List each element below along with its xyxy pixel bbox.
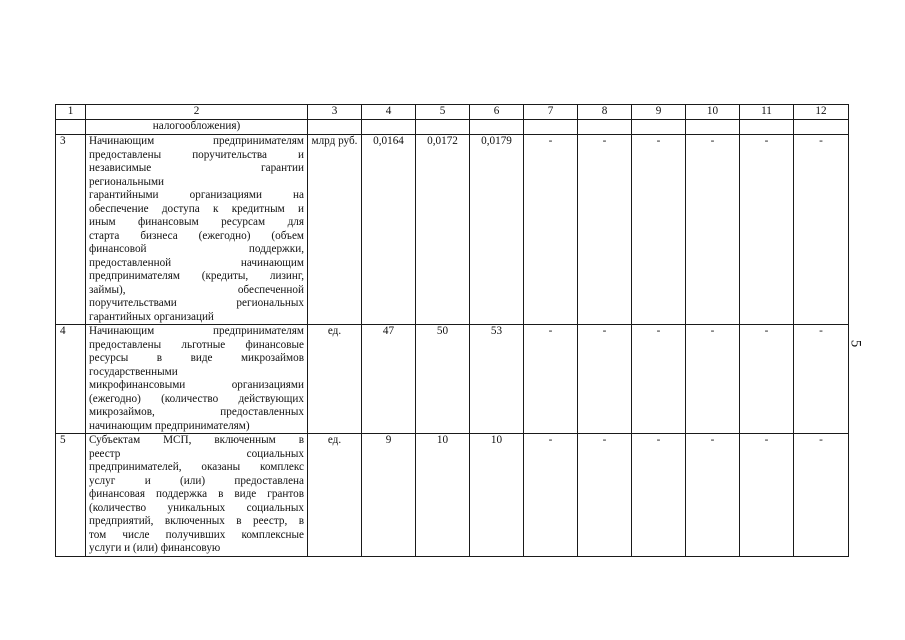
row-number: 4 bbox=[56, 325, 86, 434]
description-line: микрофинансовыми организациями bbox=[89, 379, 304, 391]
value-col-6: 0,0179 bbox=[470, 135, 524, 325]
description-line: предприятий, включенных в реестр, в bbox=[89, 515, 304, 527]
value-col-9: - bbox=[632, 135, 686, 325]
value-col-5: 0,0172 bbox=[416, 135, 470, 325]
row-unit: ед. bbox=[308, 325, 362, 434]
description-line: старта бизнеса (ежегодно) (объем bbox=[89, 229, 304, 242]
value-col-12: - bbox=[794, 325, 849, 434]
value-col-6: 53 bbox=[470, 325, 524, 434]
description-line: микрозаймов, предоставленных bbox=[89, 406, 304, 418]
description-line: предоставленной начинающим bbox=[89, 256, 304, 269]
description-line: гарантийными организациями на bbox=[89, 189, 304, 201]
description-line: поручительствами региональных bbox=[89, 297, 304, 309]
description-line: финансовой поддержки, bbox=[89, 243, 304, 255]
description-line: иным финансовым ресурсам для bbox=[89, 216, 304, 228]
value-col-4: 0,0164 bbox=[362, 135, 416, 325]
header-cell: 4 bbox=[362, 105, 416, 120]
description-line: предпринимателям (кредиты, лизинг, bbox=[89, 270, 304, 282]
row-description bbox=[86, 434, 308, 557]
description-line: начинающим предпринимателям) bbox=[89, 419, 250, 432]
value-col-6: 10 bbox=[470, 434, 524, 557]
value-col-5: 50 bbox=[416, 325, 470, 434]
header-cell: 9 bbox=[632, 105, 686, 120]
header-cell: 10 bbox=[686, 105, 740, 120]
description-line: Начинающим предпринимателям bbox=[89, 325, 304, 337]
table-cell bbox=[524, 120, 578, 135]
value-col-12: - bbox=[794, 434, 849, 557]
header-cell: 11 bbox=[740, 105, 794, 120]
header-cell: 6 bbox=[470, 105, 524, 120]
description-line: предоставлены льготные финансовые bbox=[89, 338, 304, 351]
value-col-9: - bbox=[632, 434, 686, 557]
header-cell: 2 bbox=[86, 105, 308, 120]
description-line: Субъектам МСП, включенным в bbox=[89, 434, 304, 446]
description-line: услуги и (или) финансовую bbox=[89, 542, 221, 554]
description-line: предоставлены поручительства и bbox=[89, 148, 304, 161]
page-number: 5 bbox=[847, 339, 864, 348]
table-cell bbox=[308, 120, 362, 135]
value-col-11: - bbox=[740, 325, 794, 434]
continuation-text: налогообложения) bbox=[86, 120, 308, 135]
row-unit: ед. bbox=[308, 434, 362, 557]
value-col-8: - bbox=[578, 434, 632, 557]
table-cell bbox=[362, 120, 416, 135]
table-header-row bbox=[56, 105, 849, 120]
value-col-10: - bbox=[686, 135, 740, 325]
description-line: ресурсы в виде микрозаймов bbox=[89, 352, 304, 364]
indicators-table bbox=[55, 104, 849, 557]
value-col-7: - bbox=[524, 135, 578, 325]
table-cell bbox=[686, 120, 740, 135]
description-line: (ежегодно) (количество действующих bbox=[89, 392, 304, 405]
header-cell: 8 bbox=[578, 105, 632, 120]
description-line: Начинающим предпринимателям bbox=[89, 135, 304, 147]
table-row bbox=[56, 325, 849, 434]
value-col-11: - bbox=[740, 135, 794, 325]
description-line: гарантийных организаций bbox=[89, 310, 214, 323]
table-row bbox=[56, 434, 849, 557]
header-cell: 5 bbox=[416, 105, 470, 120]
table-cell bbox=[740, 120, 794, 135]
value-col-7: - bbox=[524, 434, 578, 557]
description-line: том числе получивших комплексные bbox=[89, 528, 304, 541]
value-col-4: 9 bbox=[362, 434, 416, 557]
value-col-10: - bbox=[686, 325, 740, 434]
header-cell: 7 bbox=[524, 105, 578, 120]
description-line: обеспечение доступа к кредитным и bbox=[89, 202, 304, 215]
row-description bbox=[86, 135, 308, 325]
row-description bbox=[86, 325, 308, 434]
value-col-5: 10 bbox=[416, 434, 470, 557]
table-cell bbox=[794, 120, 849, 135]
description-line: региональными bbox=[89, 175, 165, 188]
table-cell bbox=[470, 120, 524, 135]
value-col-10: - bbox=[686, 434, 740, 557]
header-cell: 3 bbox=[308, 105, 362, 120]
table-cell bbox=[56, 120, 86, 135]
value-col-4: 47 bbox=[362, 325, 416, 434]
header-cell: 1 bbox=[56, 105, 86, 120]
value-col-8: - bbox=[578, 325, 632, 434]
header-cell: 12 bbox=[794, 105, 849, 120]
description-line: предпринимателей, оказаны комплекс bbox=[89, 461, 304, 473]
description-line: финансовая поддержка в виде грантов bbox=[89, 488, 304, 500]
value-col-11: - bbox=[740, 434, 794, 557]
value-col-9: - bbox=[632, 325, 686, 434]
description-line: государственными bbox=[89, 365, 178, 378]
description-line: займы), обеспеченной bbox=[89, 283, 304, 296]
value-col-12: - bbox=[794, 135, 849, 325]
table-cell bbox=[416, 120, 470, 135]
row-number: 5 bbox=[56, 434, 86, 557]
description-line: независимые гарантии bbox=[89, 162, 304, 174]
row-unit: млрд руб. bbox=[308, 135, 362, 325]
row-number: 3 bbox=[56, 135, 86, 325]
table-row bbox=[56, 135, 849, 325]
description-line: (количество уникальных социальных bbox=[89, 501, 304, 514]
table-cell bbox=[578, 120, 632, 135]
description-line: реестр социальных bbox=[89, 447, 304, 460]
table-cell bbox=[632, 120, 686, 135]
value-col-8: - bbox=[578, 135, 632, 325]
continuation-row bbox=[56, 120, 849, 135]
value-col-7: - bbox=[524, 325, 578, 434]
description-line: услуг и (или) предоставлена bbox=[89, 474, 304, 487]
